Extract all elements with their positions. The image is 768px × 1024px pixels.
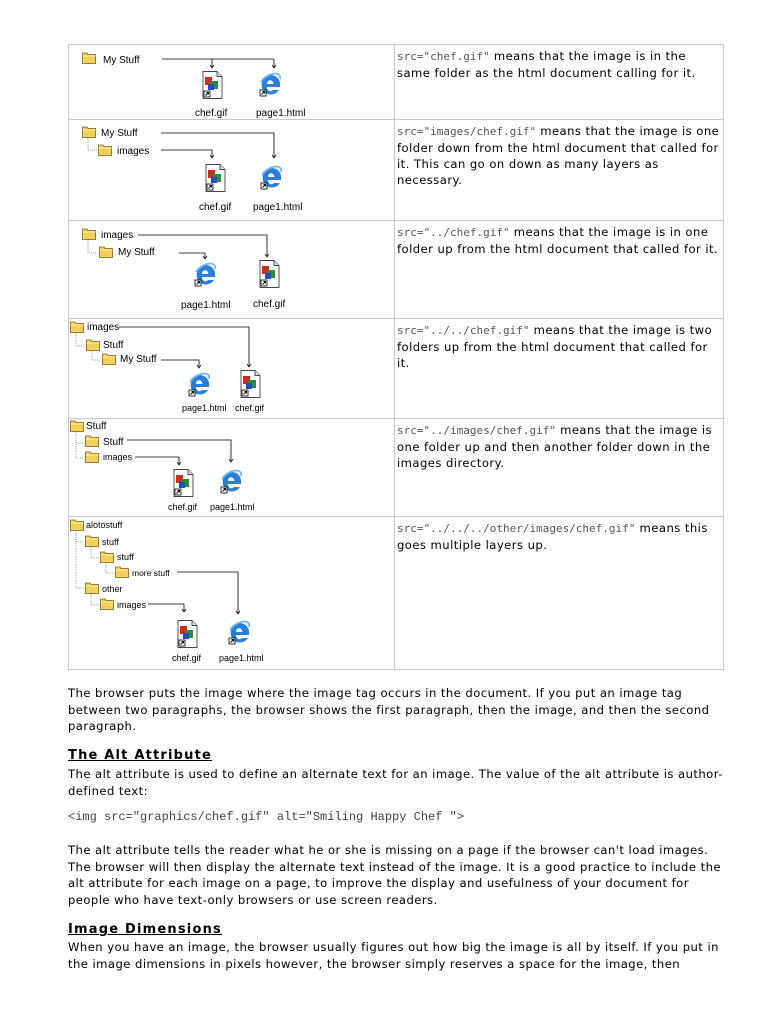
- folder-icon: [86, 452, 99, 463]
- explanation-text: means that the image is in the same folder as the html document calling for it.: [397, 49, 696, 80]
- folder-label: Stuff: [86, 421, 107, 432]
- paragraph-image-placement: The browser puts the image where the image tag occurs in the document. If you put an image tag between two paragraphs, the browser shows the first paragraph, then the image, and then the second paragraph.: [68, 686, 710, 734]
- explanation-cell: [395, 221, 724, 319]
- gif-file-icon: [260, 261, 279, 288]
- folder-diagram: [69, 517, 395, 670]
- folder-label: more stuff: [132, 568, 170, 578]
- folder-label: images: [103, 452, 133, 462]
- ie-html-file-icon: [261, 167, 281, 189]
- explanation-text: means that the image is two folders up from the html document that called for it.: [397, 323, 713, 370]
- folder-diagram: [69, 120, 395, 221]
- folder-diagram: [69, 419, 395, 517]
- paragraph-alt-details: The alt attribute tells the reader what he or she is missing on a page if the browser can't load images. The browser will then display the alternate text instead of the image. It is a good practice to include the alt attribute for each image on a page, to improve the display and usefulness of your document for people who have text-only browsers or use screen readers.: [68, 843, 721, 907]
- folder-diagram: [69, 45, 395, 120]
- explanation-cell: [395, 419, 724, 517]
- paragraph-alt-intro: The alt attribute is used to define an alternate text for an image. The value of the alt attribute is author-defined text:: [68, 767, 723, 798]
- folder-icon: [86, 436, 99, 447]
- folder-label: My Stuff: [120, 354, 157, 365]
- file-label: page1.html: [256, 108, 306, 119]
- file-label: page1.html: [181, 300, 231, 311]
- src-code: src="images/chef.gif": [397, 125, 537, 138]
- explanation-text: means that the image is one folder down from the html document that called for it. This can go on down as many layers as necessary.: [397, 124, 720, 187]
- explanation-text: means this goes multiple layers up.: [397, 521, 708, 552]
- gif-file-icon: [174, 470, 193, 497]
- folder-diagram: [69, 221, 395, 319]
- section-heading-alt: The Alt Attribute: [68, 748, 213, 763]
- paragraph-dimensions: When you have an image, the browser usually figures out how big the image is all by itself. If you put in the image dimensions in pixels however, the browser simply reserves a space for the image, then: [68, 940, 719, 971]
- folder-icon: [101, 599, 114, 610]
- file-label: chef.gif: [235, 403, 265, 413]
- section-heading-dimensions: Image Dimensions: [68, 922, 222, 937]
- table-row: [69, 120, 724, 221]
- explanation-cell: [395, 319, 724, 419]
- folder-icon: [71, 322, 84, 333]
- folder-icon: [86, 536, 99, 547]
- src-code: src="chef.gif": [397, 50, 490, 63]
- folder-icon: [71, 421, 84, 432]
- folder-diagram: [69, 319, 395, 419]
- table-row: [69, 319, 724, 419]
- folder-label: other: [102, 584, 123, 594]
- folder-icon: [83, 229, 96, 240]
- gif-file-icon: [178, 621, 197, 648]
- table-row: [69, 221, 724, 319]
- folder-label: images: [117, 600, 147, 610]
- code-example: <img src="graphics/chef.gif" alt="Smiling Happy Chef ">: [68, 810, 465, 824]
- folder-icon: [83, 53, 96, 64]
- file-label: chef.gif: [168, 502, 198, 512]
- table-row: [69, 45, 724, 120]
- file-label: page1.html: [219, 653, 264, 663]
- folder-icon: [116, 567, 129, 578]
- path-examples-table: [68, 44, 724, 670]
- folder-label: alotostuff: [86, 520, 123, 530]
- folder-label: Stuff: [103, 437, 124, 448]
- file-label: page1.html: [182, 403, 227, 413]
- src-code: src="../chef.gif": [397, 226, 510, 239]
- file-label: chef.gif: [195, 108, 228, 119]
- folder-label: images: [101, 230, 134, 241]
- file-label: page1.html: [253, 202, 303, 213]
- src-code: src="../../chef.gif": [397, 324, 530, 337]
- ie-html-file-icon: [229, 622, 249, 644]
- folder-label: My Stuff: [118, 247, 155, 258]
- folder-label: images: [117, 146, 150, 157]
- explanation-cell: [395, 120, 724, 221]
- file-label: chef.gif: [199, 202, 232, 213]
- folder-icon: [100, 247, 113, 258]
- folder-icon: [71, 520, 84, 531]
- gif-file-icon: [206, 165, 225, 192]
- ie-html-file-icon: [221, 471, 241, 493]
- folder-icon: [101, 552, 114, 563]
- file-label: chef.gif: [172, 653, 202, 663]
- ie-html-file-icon: [189, 374, 209, 396]
- folder-icon: [83, 127, 96, 138]
- folder-icon: [87, 340, 100, 351]
- ie-html-file-icon: [195, 264, 215, 286]
- explanation-text: means that the image is one folder up and then another folder down in the images directory.: [397, 423, 713, 470]
- table-row: [69, 419, 724, 517]
- folder-icon: [99, 145, 112, 156]
- explanation-cell: [395, 45, 724, 120]
- ie-html-file-icon: [260, 74, 280, 96]
- src-code: src="../../../other/images/chef.gif": [397, 522, 636, 535]
- explanation-text: means that the image is in one folder up from the html document that called for it.: [397, 225, 719, 256]
- folder-label: stuff: [102, 537, 119, 547]
- folder-label: My Stuff: [101, 128, 138, 139]
- gif-file-icon: [203, 72, 222, 99]
- file-label: chef.gif: [253, 299, 286, 310]
- folder-label: images: [87, 322, 120, 333]
- src-code: src="../images/chef.gif": [397, 424, 556, 437]
- explanation-cell: [395, 517, 724, 670]
- table-row: [69, 517, 724, 670]
- folder-label: My Stuff: [103, 55, 140, 66]
- file-label: page1.html: [210, 502, 255, 512]
- folder-label: Stuff: [103, 340, 124, 351]
- gif-file-icon: [241, 371, 260, 398]
- folder-label: stuff: [117, 552, 134, 562]
- folder-icon: [86, 583, 99, 594]
- folder-icon: [103, 354, 116, 365]
